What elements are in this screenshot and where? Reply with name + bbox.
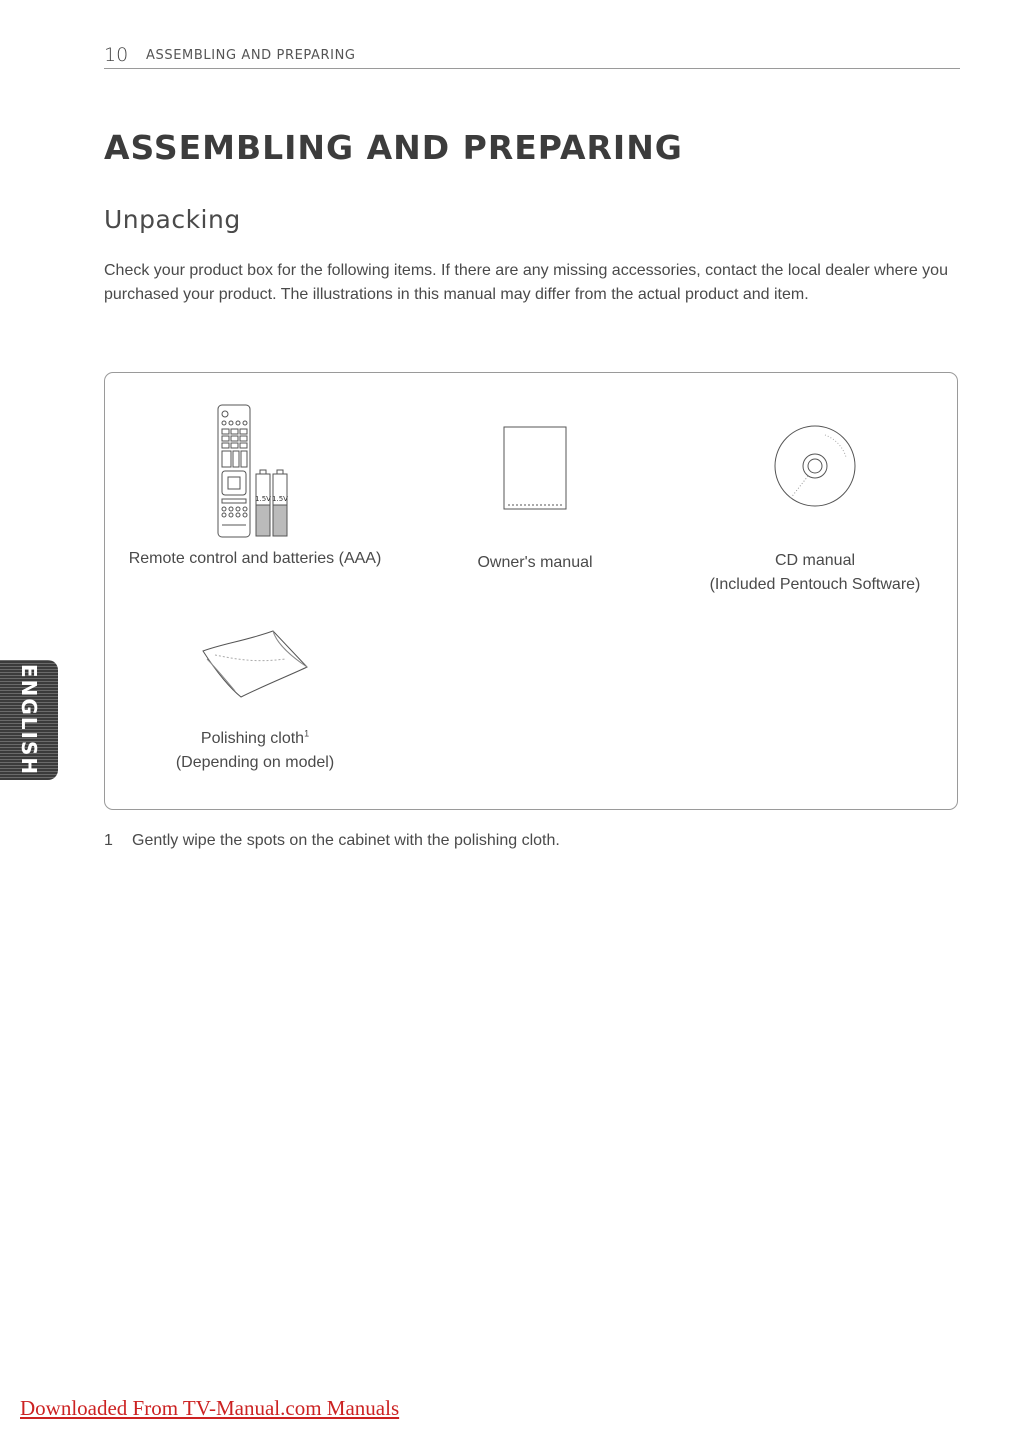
item-cloth-label: Polishing cloth [200, 730, 305, 747]
page-number: 10 [104, 44, 129, 66]
remote-control-illustration [200, 401, 310, 541]
item-polishing-cloth [155, 629, 355, 775]
chapter-title: ASSEMBLING AND PREPARING [104, 128, 683, 167]
item-remote-control [105, 401, 405, 571]
owners-manual-illustration [500, 425, 570, 511]
polishing-cloth-illustration [195, 629, 315, 699]
footnote-number: 1 [104, 832, 113, 849]
item-remote-label: Remote control and batteries (AAA) [128, 550, 382, 567]
footnote-ref: 1 [304, 728, 310, 739]
item-manual-label: Owner's manual [477, 554, 593, 571]
battery-label-1: 1.5V [255, 495, 271, 503]
battery-label-2: 1.5V [272, 495, 288, 503]
item-cd-manual [675, 421, 955, 597]
item-cloth-label-line2: (Depending on model) [175, 754, 335, 771]
intro-paragraph: Check your product box for the following items. If there are any missing accessories, contact the local dealer where you purchased your product. The illustrations in this manual may differ from the actual product and item. [104, 262, 948, 303]
footnote [104, 832, 560, 850]
running-header-section: ASSEMBLING AND PREPARING [146, 48, 356, 63]
package-contents-box [104, 372, 958, 810]
running-header [104, 44, 960, 69]
item-cd-label-line1: CD manual [774, 552, 856, 569]
language-side-tab-label: ENGLISH [17, 663, 41, 777]
section-title: Unpacking [104, 205, 241, 234]
language-side-tab [0, 660, 58, 780]
item-cloth-label-line1 [155, 727, 355, 751]
item-cd-label-line2: (Included Pentouch Software) [709, 576, 921, 593]
cd-illustration [770, 421, 860, 511]
source-download-link[interactable]: Downloaded From TV-Manual.com Manuals [20, 1396, 400, 1420]
footnote-text: Gently wipe the spots on the cabinet with the polishing cloth. [132, 832, 560, 849]
item-owners-manual [435, 425, 635, 575]
